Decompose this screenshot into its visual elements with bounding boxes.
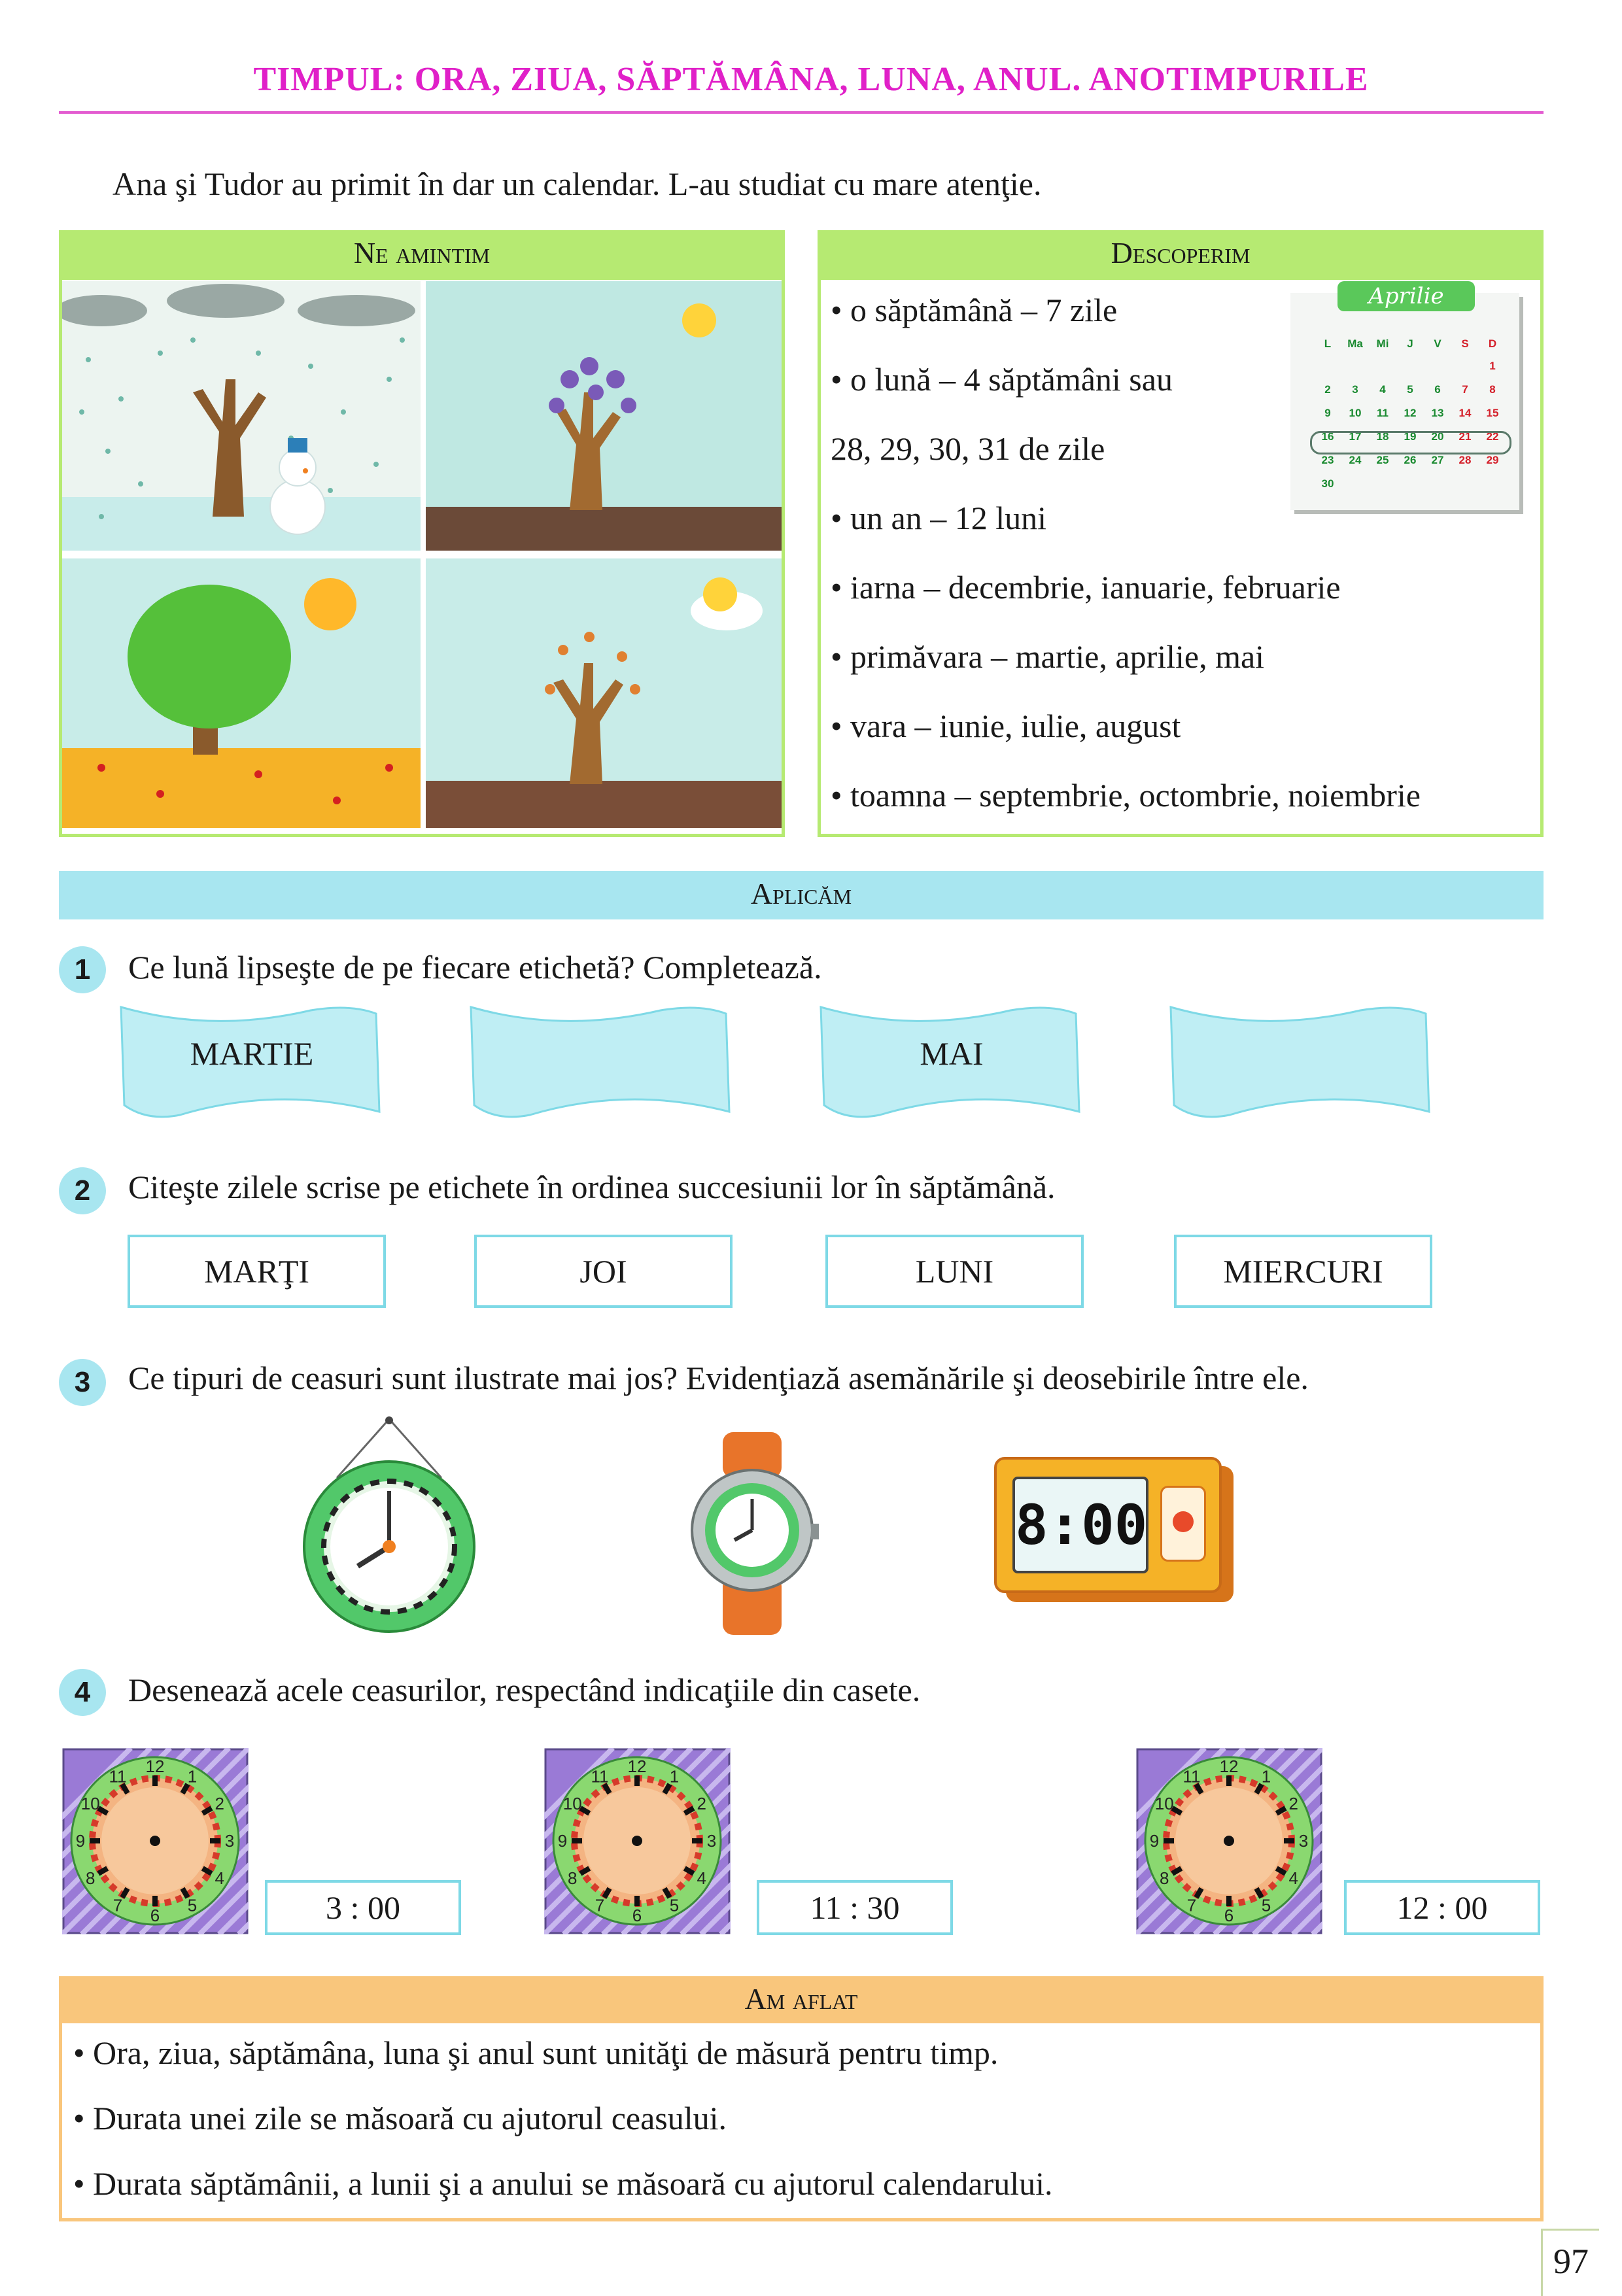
clock-numeral: 11 xyxy=(109,1766,127,1787)
clock-numeral: 5 xyxy=(1261,1895,1271,1915)
exercise-4-text: Desenează acele ceasurilor, respectând indicaţiile din casete. xyxy=(128,1671,921,1708)
clock-numeral: 11 xyxy=(591,1766,609,1787)
clock-numeral: 5 xyxy=(669,1895,680,1915)
clock-numeral: 7 xyxy=(112,1895,123,1915)
calendar-day: 30 xyxy=(1321,477,1334,490)
calendar-day: 27 xyxy=(1431,454,1444,466)
wrist-watch xyxy=(677,1426,821,1641)
descoperim-line-2: • o lună – 4 săptămâni sau xyxy=(831,361,1173,398)
blank-clock-1[interactable] xyxy=(62,1748,249,1934)
calendar-day: 20 xyxy=(1431,430,1444,443)
calendar-day: 17 xyxy=(1349,430,1362,443)
clock-numeral: 1 xyxy=(669,1766,680,1787)
clock-numeral: 10 xyxy=(562,1794,582,1813)
clock-numeral: 5 xyxy=(187,1895,198,1915)
clock-numeral: 8 xyxy=(568,1868,578,1888)
weekday-label: S xyxy=(1461,337,1469,350)
clock-numeral: 12 xyxy=(1219,1756,1239,1776)
calendar-day: 16 xyxy=(1321,430,1334,443)
calendar-week-highlight xyxy=(1310,431,1511,454)
descoperim-line-4: • un an – 12 luni xyxy=(831,500,1046,536)
clock-numeral: 3 xyxy=(706,1831,717,1851)
calendar-day: 3 xyxy=(1352,383,1358,396)
clock-numeral: 7 xyxy=(595,1895,605,1915)
calendar-day: 23 xyxy=(1321,454,1334,466)
time-box-1: 3 : 00 xyxy=(265,1880,461,1935)
seasons-illustration xyxy=(62,281,782,828)
time-box-2: 11 : 30 xyxy=(757,1880,953,1935)
weekday-label: D xyxy=(1488,337,1497,350)
day-label-3: LUNI xyxy=(825,1235,1084,1308)
calendar-day: 10 xyxy=(1349,407,1362,419)
aplicam-header: Aplicăm xyxy=(59,871,1544,919)
calendar-april xyxy=(1285,281,1527,517)
exercise-2-badge: 2 xyxy=(59,1167,106,1214)
exercise-3-badge: 3 xyxy=(59,1359,106,1406)
clock-numeral: 12 xyxy=(145,1756,165,1776)
winter-scene xyxy=(62,281,421,551)
blank-clock-2[interactable] xyxy=(544,1748,731,1934)
calendar-day: 22 xyxy=(1486,430,1499,443)
clock-numeral: 7 xyxy=(1186,1895,1197,1915)
clock-numeral: 10 xyxy=(1154,1794,1174,1813)
clock-numeral: 4 xyxy=(1288,1868,1298,1888)
calendar-weekdays xyxy=(1314,337,1506,351)
calendar-day: 29 xyxy=(1486,454,1499,466)
am-aflat-line-1: • Ora, ziua, săptămâna, luna şi anul sunt unităţi de măsură pentru timp. xyxy=(73,2034,999,2071)
calendar-day: 7 xyxy=(1462,383,1468,396)
descoperim-line-3: 28, 29, 30, 31 de zile xyxy=(831,430,1105,467)
weekday-label: J xyxy=(1407,337,1413,350)
calendar-day: 2 xyxy=(1324,383,1331,396)
title-divider xyxy=(59,111,1544,114)
page-title: TIMPUL: ORA, ZIUA, SĂPTĂMÂNA, LUNA, ANUL. ANOTIMPURILE xyxy=(253,61,1369,98)
clock-numeral: 9 xyxy=(557,1831,568,1851)
page-number: 97 xyxy=(1541,2229,1599,2296)
exercise-3-text: Ce tipuri de ceasuri sunt ilustrate mai jos? Evidenţiază asemănările şi deosebirile între ele. xyxy=(128,1360,1309,1396)
spring-scene xyxy=(426,281,782,551)
clock-numeral: 1 xyxy=(1261,1766,1271,1787)
weekday-label: L xyxy=(1324,337,1332,350)
wall-clock xyxy=(298,1413,481,1635)
descoperim-header: Descoperim xyxy=(818,230,1544,280)
clock-numeral: 2 xyxy=(215,1794,224,1813)
exercise-1-text: Ce lună lipseşte de pe fiecare etichetă? Completează. xyxy=(128,949,822,985)
summer-scene xyxy=(62,558,421,828)
calendar-day: 1 xyxy=(1489,360,1496,372)
weekday-label: Ma xyxy=(1347,337,1363,350)
calendar-day: 19 xyxy=(1404,430,1417,443)
day-label-4: MIERCURI xyxy=(1174,1235,1432,1308)
calendar-day: 28 xyxy=(1458,454,1472,466)
weekday-label: Mi xyxy=(1376,337,1389,350)
blank-clock-3[interactable] xyxy=(1136,1748,1322,1934)
intro-text: Ana şi Tudor au primit în dar un calendar. L-au studiat cu mare atenţie. xyxy=(112,165,1042,202)
descoperim-line-6: • primăvara – martie, aprilie, mai xyxy=(831,638,1265,675)
day-label-1: MARŢI xyxy=(128,1235,386,1308)
clock-numeral: 2 xyxy=(1288,1794,1298,1813)
calendar-day: 12 xyxy=(1404,407,1417,419)
calendar-day: 21 xyxy=(1458,430,1472,443)
calendar-day: 26 xyxy=(1404,454,1417,466)
am-aflat-line-3: • Durata săptămânii, a lunii şi a anului se măsoară cu ajutorul calendarului. xyxy=(73,2165,1053,2202)
descoperim-line-1: • o săptămână – 7 zile xyxy=(831,292,1118,328)
descoperim-line-8: • toamna – septembrie, octombrie, noiembrie xyxy=(831,777,1421,814)
clock-numeral: 6 xyxy=(632,1906,642,1925)
autumn-scene xyxy=(426,558,782,828)
digital-clock xyxy=(994,1457,1222,1593)
month-label-1: MARTIE xyxy=(190,1035,314,1072)
calendar-day: 8 xyxy=(1489,383,1496,396)
clock-numeral: 3 xyxy=(224,1831,235,1851)
clock-numeral: 1 xyxy=(187,1766,198,1787)
clock-numeral: 4 xyxy=(697,1868,706,1888)
am-aflat-header: Am aflat xyxy=(59,1976,1544,2023)
calendar-day: 18 xyxy=(1376,430,1389,443)
weekday-label: V xyxy=(1434,337,1441,350)
calendar-day: 25 xyxy=(1376,454,1389,466)
am-aflat-line-2: • Durata unei zile se măsoară cu ajutorul ceasului. xyxy=(73,2100,727,2136)
descoperim-line-7: • vara – iunie, iulie, august xyxy=(831,708,1181,744)
clock-numeral: 9 xyxy=(1149,1831,1160,1851)
calendar-day: 15 xyxy=(1486,407,1499,419)
clock-numeral: 12 xyxy=(627,1756,647,1776)
clock-numeral: 2 xyxy=(697,1794,706,1813)
day-label-2: JOI xyxy=(474,1235,733,1308)
clock-numeral: 8 xyxy=(1160,1868,1169,1888)
calendar-day: 24 xyxy=(1349,454,1362,466)
calendar-day: 9 xyxy=(1324,407,1331,419)
clock-numeral: 11 xyxy=(1182,1766,1201,1787)
clock-numeral: 3 xyxy=(1298,1831,1309,1851)
time-box-3: 12 : 00 xyxy=(1344,1880,1540,1935)
calendar-day: 14 xyxy=(1458,407,1472,419)
clock-numeral: 10 xyxy=(80,1794,100,1813)
exercise-1-badge: 1 xyxy=(59,946,106,993)
exercise-2-text: Citeşte zilele scrise pe etichete în ordinea succesiunii lor în săptămână. xyxy=(128,1169,1056,1205)
digital-clock-display: 8:00 xyxy=(1012,1477,1148,1573)
ne-amintim-header: Ne amintim xyxy=(59,230,785,280)
digital-clock-button xyxy=(1160,1486,1206,1562)
calendar-day: 13 xyxy=(1431,407,1444,419)
calendar-day: 4 xyxy=(1379,383,1386,396)
calendar-day: 11 xyxy=(1377,407,1389,419)
calendar-month-name: Aprilie xyxy=(1337,281,1475,311)
month-label-3: MAI xyxy=(920,1035,984,1072)
calendar-day: 5 xyxy=(1407,383,1413,396)
clock-numeral: 6 xyxy=(150,1906,160,1925)
exercise-4-badge: 4 xyxy=(59,1669,106,1716)
clock-numeral: 8 xyxy=(86,1868,95,1888)
clock-numeral: 4 xyxy=(215,1868,224,1888)
clock-numeral: 9 xyxy=(75,1831,86,1851)
descoperim-line-5: • iarna – decembrie, ianuarie, februarie xyxy=(831,569,1341,606)
clock-numeral: 6 xyxy=(1224,1906,1234,1925)
calendar-day: 6 xyxy=(1434,383,1441,396)
